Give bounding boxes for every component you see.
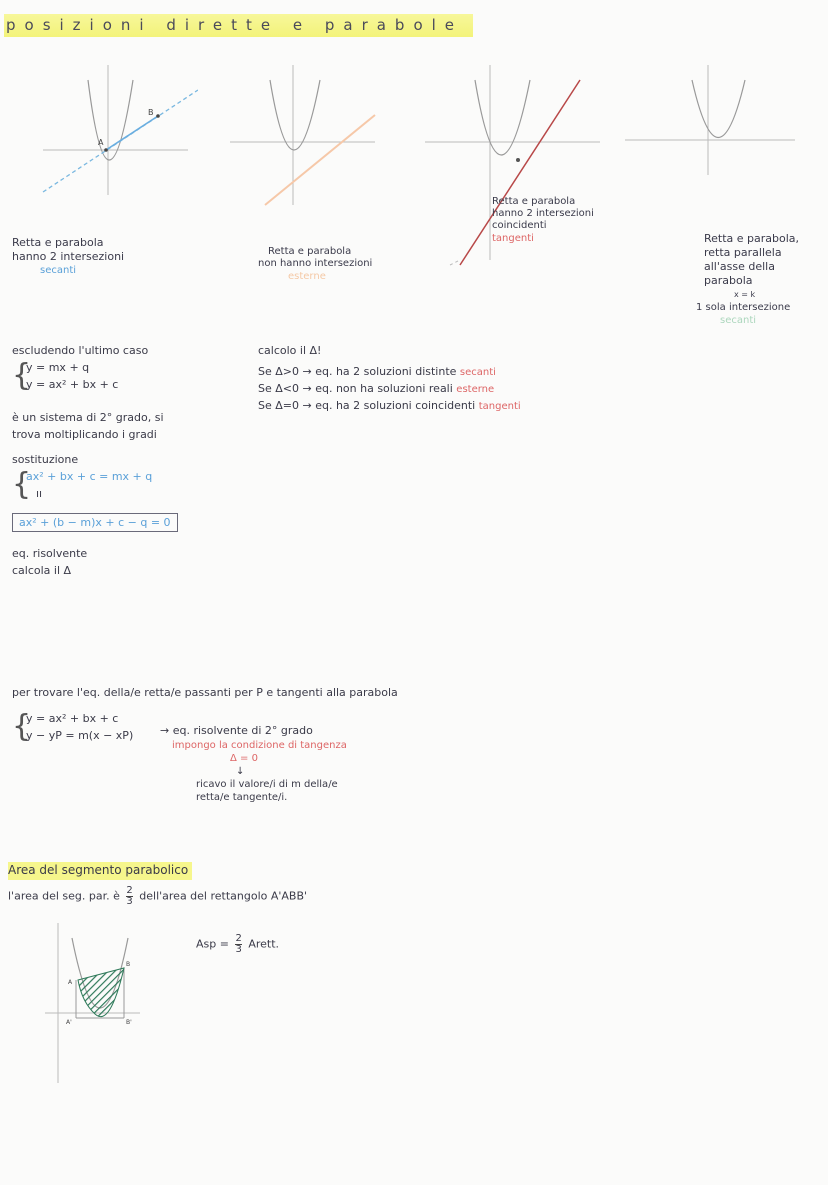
caption-external (258, 246, 372, 283)
page-title: posizioni dirette e parabole (4, 14, 473, 37)
graph-secant (38, 60, 198, 200)
tangent-condition: impongo la condizione di tangenza (172, 740, 347, 751)
parabola (692, 80, 745, 138)
formula-lhs: Asp = (196, 937, 229, 951)
resolvent-equation: ax² + (b − m)x + c − q = 0 (12, 513, 178, 532)
caption-parallel (696, 232, 824, 327)
tangent-result-2: retta/e tangente/i. (196, 792, 288, 803)
subst-label: sostituzione (12, 453, 79, 466)
label-a: A (68, 979, 73, 986)
delta-head: calcolo il Δ! (258, 344, 322, 357)
graph-area (40, 918, 180, 1088)
caption-line: Retta e parabola (492, 196, 576, 207)
intro-text: escludendo l'ultimo caso (12, 344, 149, 357)
delta-row-text: Se Δ>0 → eq. ha 2 soluzioni distinte (258, 365, 457, 378)
down-arrow: ↓ (236, 766, 245, 777)
label-a-prime: A' (66, 1019, 72, 1026)
caption-line: Retta e parabola (12, 236, 104, 249)
tangent-dash (450, 260, 460, 265)
delta-row-tag: tangenti (478, 401, 521, 412)
caption-line: hanno 2 intersezioni (492, 208, 594, 219)
parabola (270, 80, 320, 150)
fraction-denominator: 3 (126, 896, 133, 907)
label-a: A (98, 138, 104, 147)
caption-eq: x = k (734, 290, 756, 299)
formula-rhs: Arett. (248, 937, 280, 951)
caption-line: all'asse della (704, 260, 775, 273)
tangent-eq-1: y = ax² + bx + c (26, 712, 119, 725)
tangent-result-1: ricavo il valore/i di m della/e (196, 779, 338, 790)
caption-tangent (492, 196, 594, 245)
fraction-numerator: 2 (126, 885, 133, 896)
desc-line: è un sistema di 2° grado, si (12, 411, 164, 424)
subst-brace: { (12, 467, 32, 502)
caption-line: parabola (704, 274, 753, 287)
tangent-arrow-text: → eq. risolvente di 2° grado (160, 724, 313, 737)
fraction-denominator: 3 (235, 944, 242, 955)
caption-tag: secanti (40, 265, 77, 276)
tangent-delta-zero: Δ = 0 (230, 753, 258, 764)
caption-line: retta parallela (704, 246, 782, 259)
caption-line: non hanno intersezioni (258, 258, 373, 269)
graph-external (225, 60, 390, 210)
system-eq-1: y = mx + q (26, 361, 90, 374)
delta-hint: calcola il Δ (12, 564, 72, 577)
area-text-post: dell'area del rettangolo A'ABB' (139, 889, 308, 903)
parabola (475, 80, 530, 155)
system-eq-2: y = ax² + bx + c (26, 378, 119, 391)
tangent-point (516, 158, 520, 162)
area-fraction (126, 886, 132, 907)
formula-fraction (235, 934, 241, 955)
point-b (156, 114, 160, 118)
tangent-steps (160, 722, 440, 804)
caption-tag: esterne (288, 271, 326, 282)
area-formula (196, 934, 279, 955)
area-heading: Area del segmento parabolico (8, 862, 192, 880)
tangent-system (12, 709, 134, 744)
parabolic-segment (78, 968, 124, 1017)
delta-row (258, 363, 658, 380)
delta-row-text: Se Δ=0 → eq. ha 2 soluzioni coincidenti (258, 399, 476, 412)
caption-secant (12, 236, 124, 277)
fraction-numerator: 2 (235, 933, 242, 944)
delta-row-text: Se Δ<0 → eq. non ha soluzioni reali (258, 382, 453, 395)
delta-row (258, 380, 658, 397)
label-b: B (148, 108, 154, 117)
delta-row (258, 397, 658, 414)
label-b-prime: B' (126, 1019, 132, 1026)
subst-eq: ax² + bx + c = mx + q (26, 470, 153, 483)
tangent-heading: per trovare l'eq. della/e retta/e passanti per P e tangenti alla parabola (12, 686, 398, 699)
delta-row-tag: esterne (456, 384, 495, 395)
area-statement (8, 886, 307, 907)
area-text-pre: l'area del seg. par. è (8, 889, 120, 903)
caption-line: Retta e parabola, (704, 232, 800, 245)
desc-line: trova moltiplicando i gradi (12, 428, 157, 441)
resolvent-label: eq. risolvente (12, 547, 88, 560)
caption-tag: secanti (720, 315, 757, 326)
tangent-eq-2: y − yP = m(x − xP) (26, 729, 134, 742)
caption-line: coincidenti (492, 220, 547, 231)
label-b: B (126, 961, 131, 968)
tangent-brace: { (12, 709, 32, 744)
caption-tag: tangenti (492, 233, 534, 244)
secant-segment (106, 116, 158, 150)
external-line (265, 115, 375, 205)
graph-parallel (620, 60, 800, 180)
caption-note: 1 sola intersezione (696, 302, 791, 313)
point-a (104, 148, 108, 152)
delta-block (258, 342, 658, 414)
caption-line: hanno 2 intersezioni (12, 250, 125, 263)
caption-line: Retta e parabola (268, 246, 352, 257)
system-brace: { (12, 358, 32, 393)
derivation-column (12, 342, 242, 579)
subst-mark: ıı (36, 487, 43, 500)
delta-row-tag: secanti (459, 367, 496, 378)
